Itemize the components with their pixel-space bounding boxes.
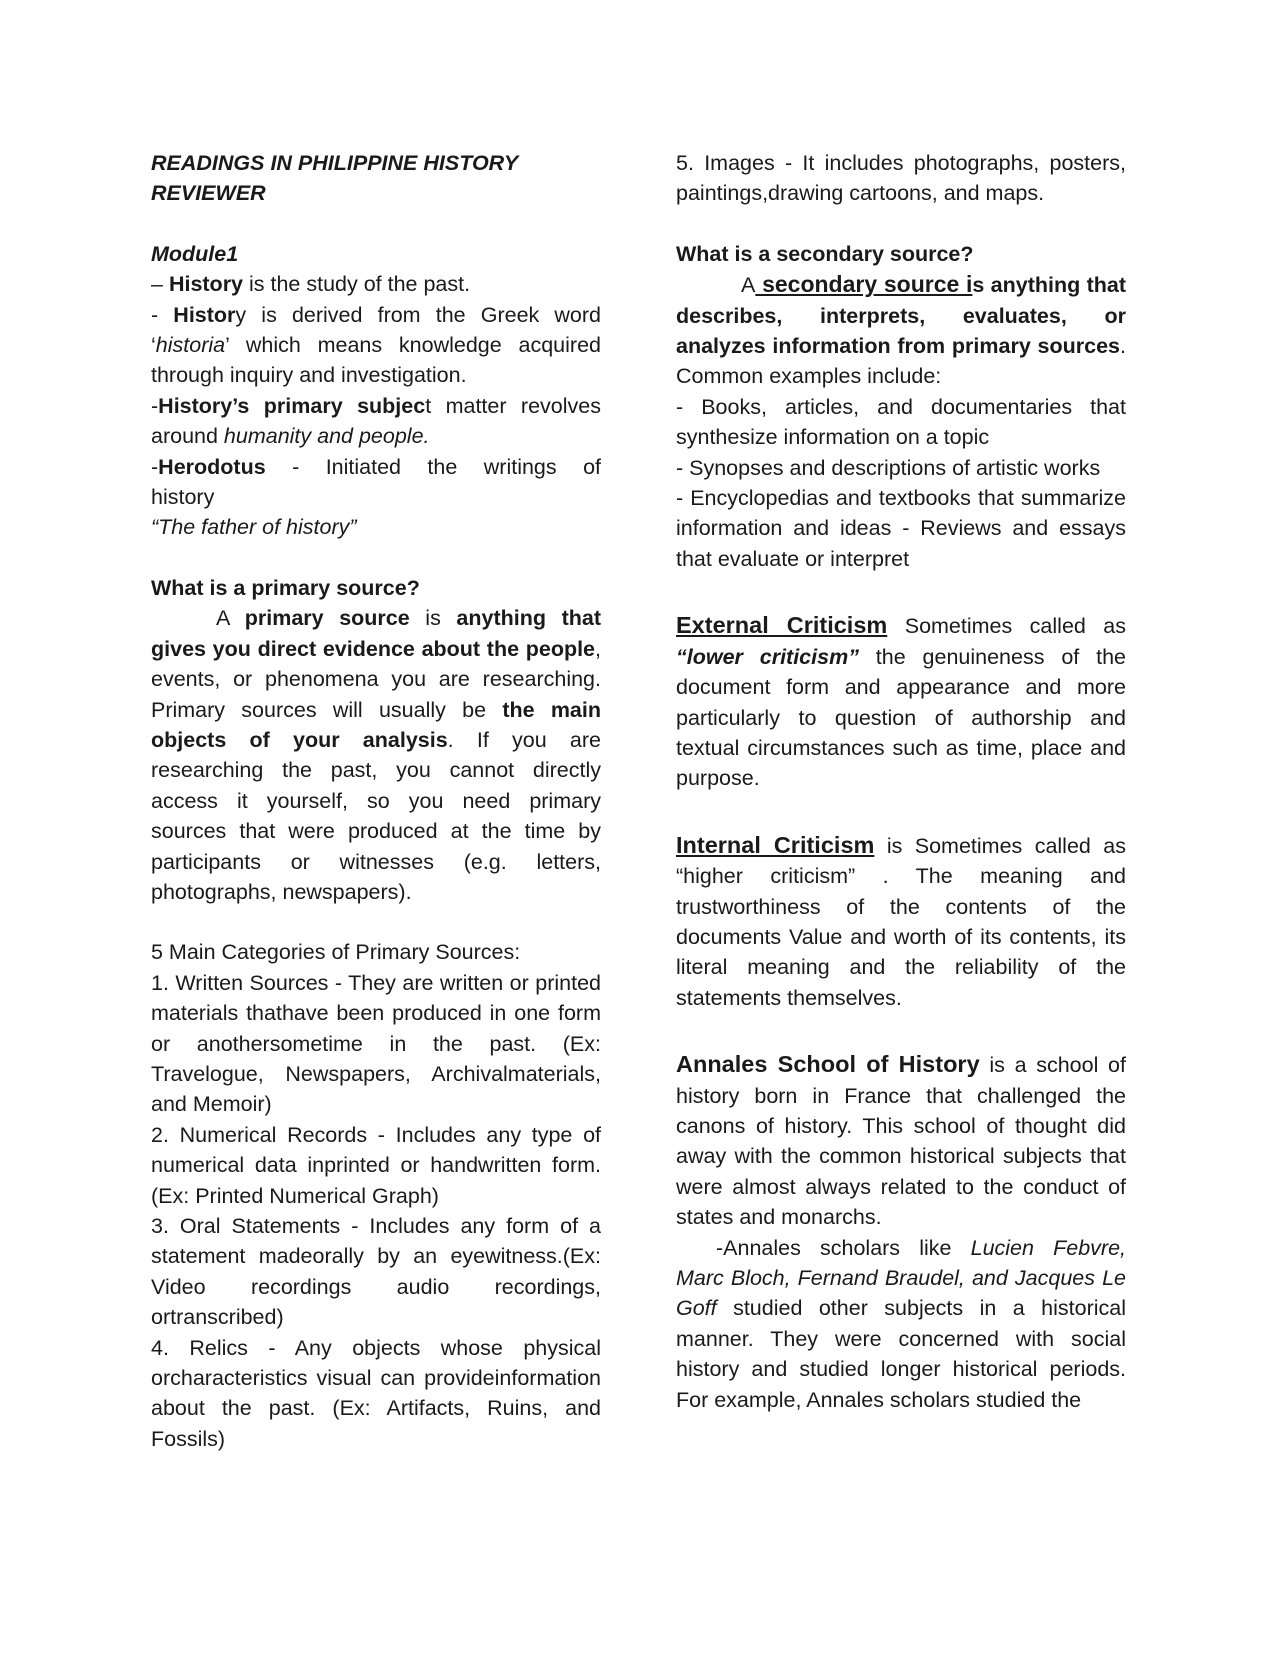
secondary-example-encyclopedias: - Encyclopedias and textbooks that summarize information and ideas - Reviews and essays that evaluate or interpret <box>676 486 1126 571</box>
external-criticism-paragraph: External Criticism Sometimes called as “lower criticism” the genuineness of the document form and appearance and more particularly to question of authorship and textual circumstances such as time, place and purpose. <box>676 612 1126 791</box>
history-etymology: - History is derived from the Greek word ‘historia’ which means knowledge acquired through inquiry and investigation. <box>151 302 602 388</box>
categories-heading: 5 Main Categories of Primary Sources: <box>151 940 521 965</box>
category-written-sources: 1. Written Sources - They are written or printed materials thathave been produced in one form or anothersometime in the past. (Ex: Travelogue, Newspapers, Archivalmaterials, and Memoir) <box>151 970 601 1117</box>
history-subject: -History’s primary subject matter revolves around humanity and people. <box>151 393 601 449</box>
annales-scholars-paragraph: -Annales scholars like Lucien Febvre, Marc Bloch, Fernand Braudel, and Jacques Le Goff studied other subjects in a historical manner. They were concerned with social history and studied longer historical periods. For example, Annales scholars studied the <box>676 1235 1126 1412</box>
secondary-source-heading: What is a secondary source? <box>676 241 974 266</box>
annales-heading: Annales School of History <box>676 1051 980 1078</box>
father-of-history-quote: “The father of history” <box>151 515 357 540</box>
secondary-example-synopses: - Synopses and descriptions of artistic works <box>676 455 1101 480</box>
annales-paragraph: Annales School of History is a school of history born in France that challenged the canons of history. This school of thought did away with the common historical subjects that were almost always related to the conduct of states and monarchs. <box>676 1051 1126 1230</box>
external-criticism-heading: External Criticism <box>676 612 888 639</box>
left-column <box>151 148 601 1454</box>
secondary-source-definition: A secondary source is anything that describes, interprets, evaluates, or analyzes information from primary sources. Common examples include: <box>676 271 1126 389</box>
document-title <box>151 148 601 209</box>
history-definition: – History is the study of the past. <box>151 272 471 297</box>
primary-source-heading: What is a primary source? <box>151 575 420 600</box>
right-column <box>676 148 1126 1415</box>
secondary-example-books: - Books, articles, and documentaries that synthesize information on a topic <box>676 394 1126 450</box>
internal-criticism-heading: Internal Criticism <box>676 831 875 858</box>
title-line-1: READINGS IN PHILIPPINE HISTORY <box>151 151 519 175</box>
category-relics: 4. Relics - Any objects whose physical orcharacteristics visual can provideinformation about the past. (Ex: Artifacts, Ruins, and Fossils) <box>151 1335 601 1451</box>
internal-criticism-paragraph: Internal Criticism is Sometimes called as “higher criticism” . The meaning and trustworthiness of the contents of the documents Value and worth of its contents, its literal meaning and the reliability of the statements themselves. <box>676 831 1126 1010</box>
category-numerical-records: 2. Numerical Records - Includes any type of numerical data inprinted or handwritten form. (Ex: Printed Numerical Graph) <box>151 1122 601 1208</box>
module-heading: Module1 <box>151 241 239 266</box>
title-line-2: REVIEWER <box>151 181 266 206</box>
category-images: 5. Images - It includes photographs, posters, paintings,drawing cartoons, and maps. <box>676 151 1126 206</box>
primary-source-definition: A primary source is anything that gives you direct evidence about the people, events, or phenomena you are researching. Primary sources will usually be the main objects of your analysis. If you are researching the past, you cannot directly access it yourself, so you need primary sources that were produced at the time by participants or witnesses (e.g. letters, photographs, newspapers). <box>151 606 601 904</box>
herodotus-line: -Herodotus - Initiated the writings of history <box>151 454 601 510</box>
category-oral-statements: 3. Oral Statements - Includes any form of a statement madeorally by an eyewitness.(Ex: Video recordings audio recordings, ortranscribed) <box>151 1214 601 1330</box>
